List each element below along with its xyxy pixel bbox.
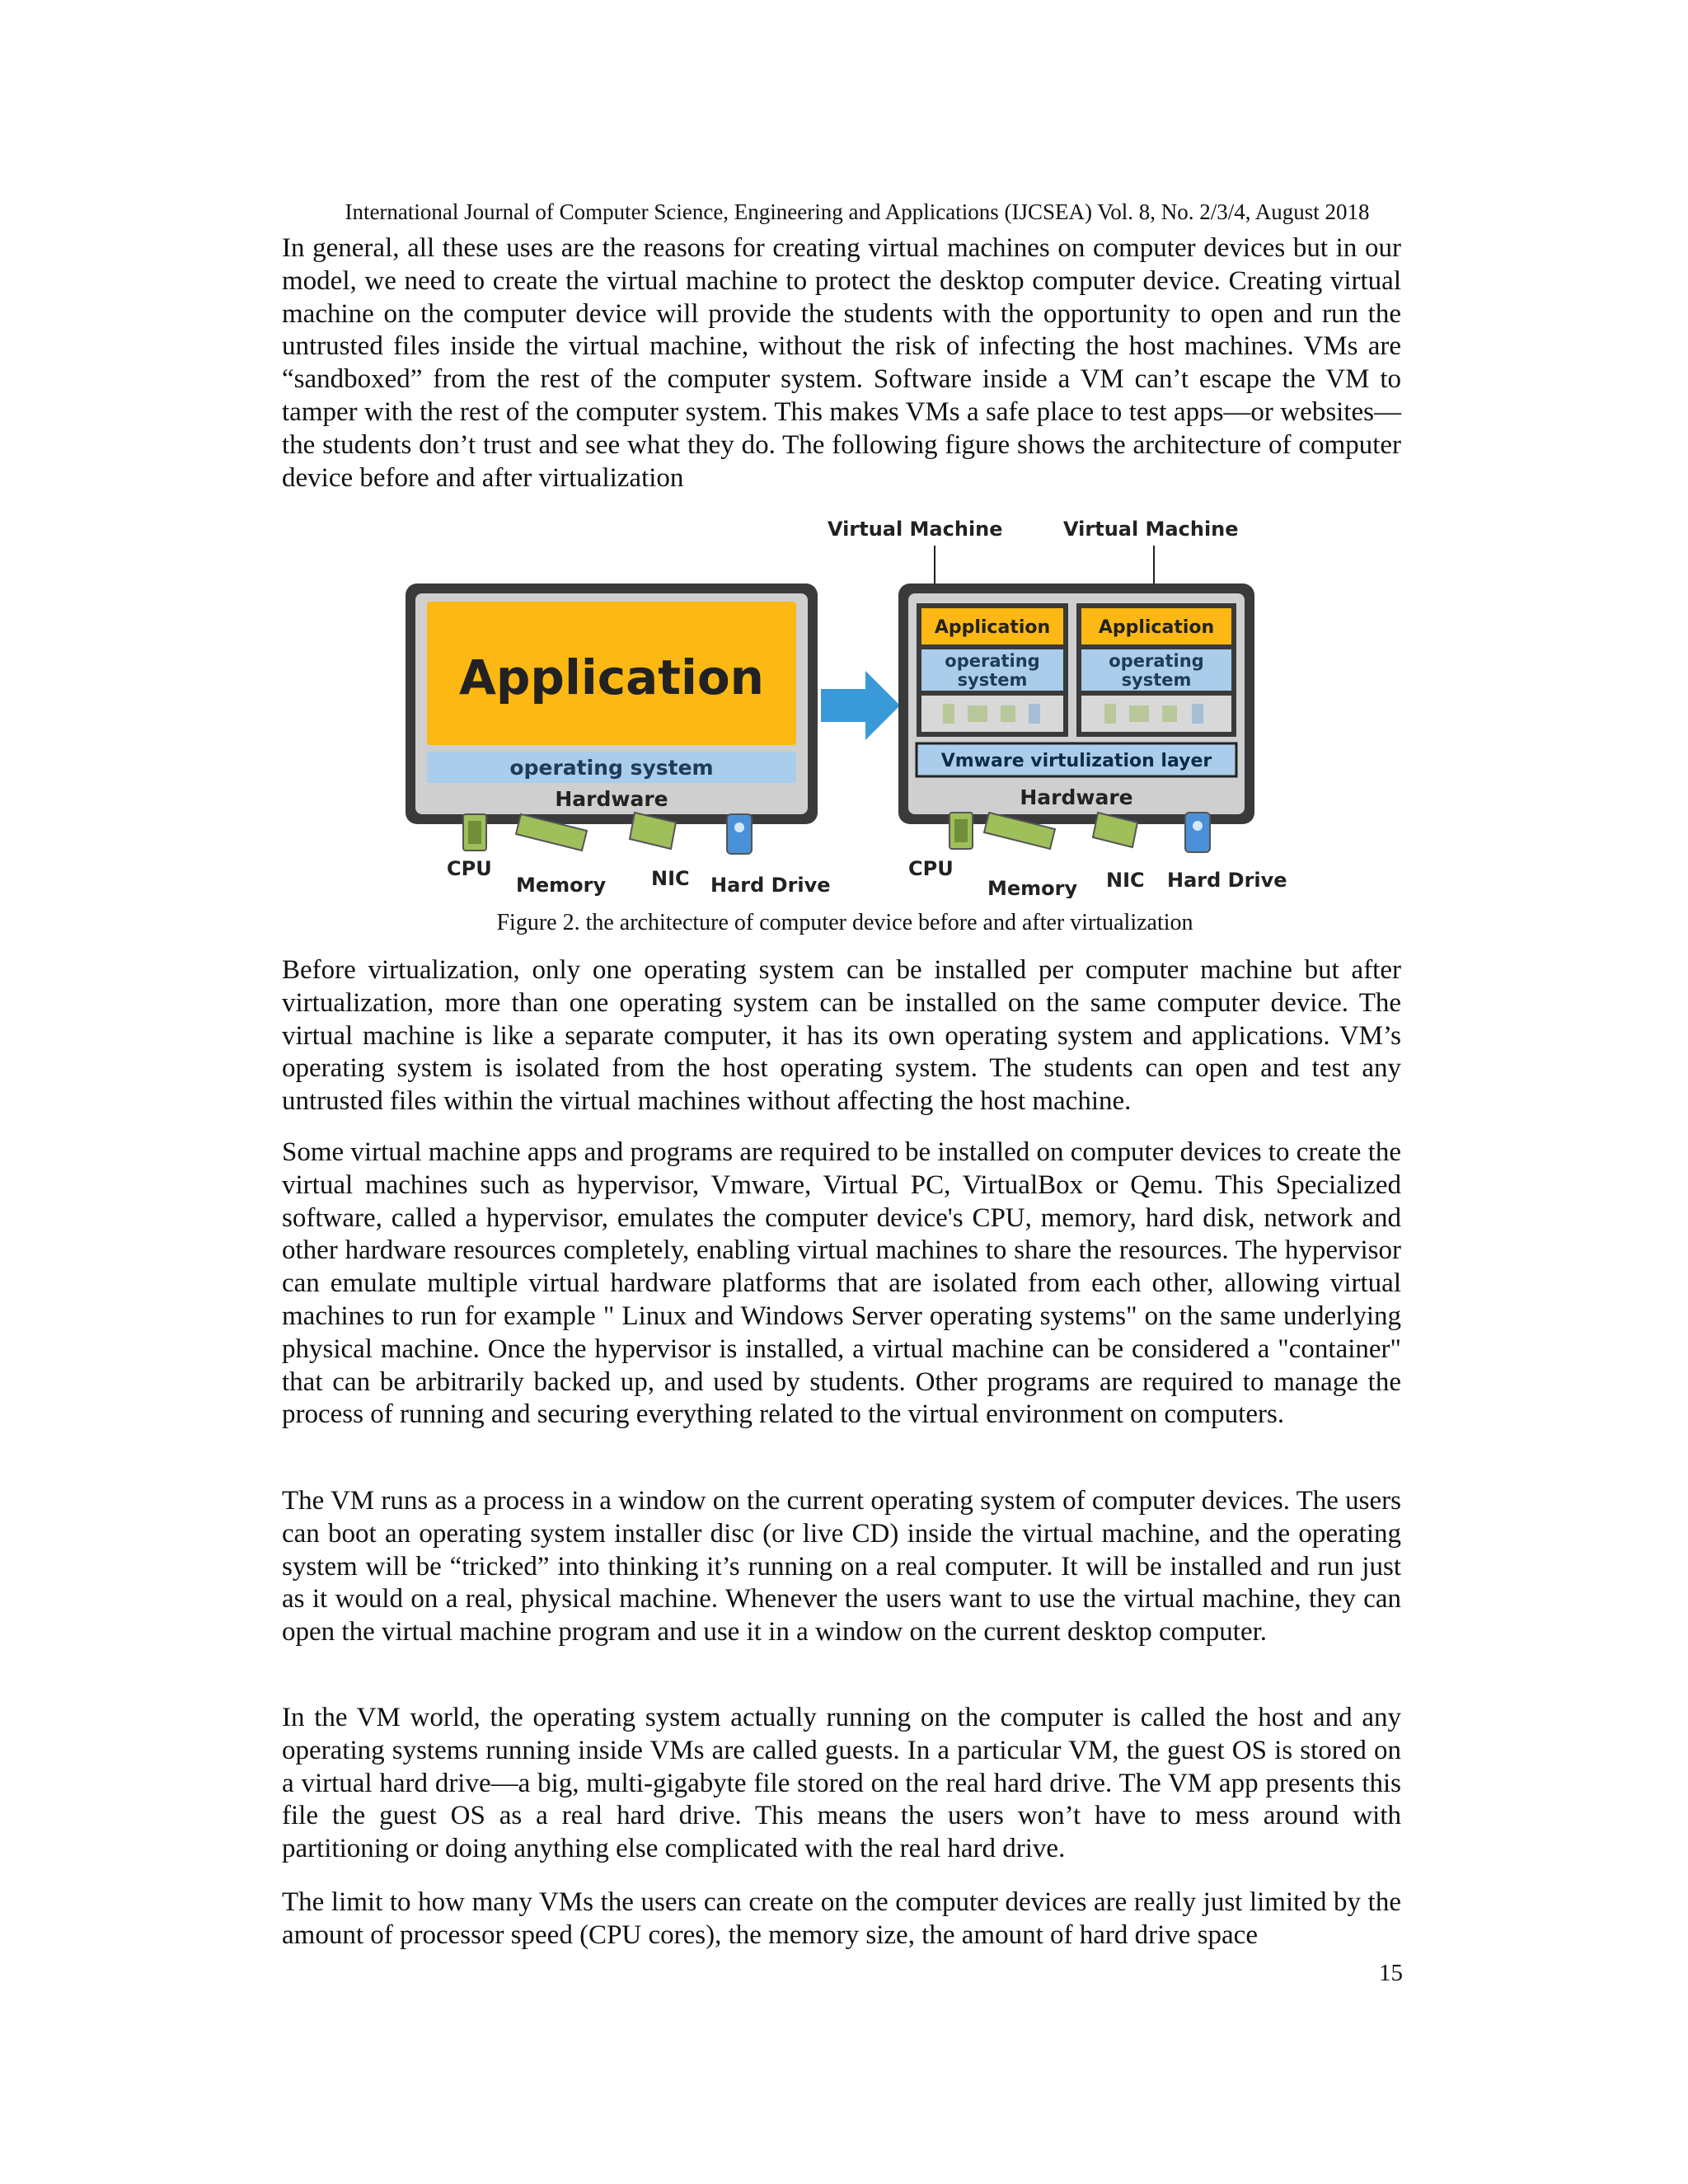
vm2-os-line1: operating <box>1109 651 1204 671</box>
page-number: 15 <box>1379 1960 1403 1986</box>
vm-label-2: Virtual Machine <box>1063 518 1239 541</box>
paragraph-2: Before virtualization, only one operating system can be installed per computer machine but after virtualization, more than one operating system can be installed on the same computer device. The virtual machine is like a separate computer, it has its own operating system and applications. VM’s operating system is isolated from the host operating system. The students can open and test any untrusted files within the virtual machines without affecting the host machine. <box>282 955 1401 1117</box>
after-cpu-icon <box>950 813 973 849</box>
before-machine <box>406 583 831 897</box>
before-application-label: Application <box>459 649 764 705</box>
after-cpu-label: CPU <box>908 857 954 880</box>
vm2-os-line2: system <box>1121 670 1192 690</box>
transition-arrow <box>821 671 900 740</box>
paragraph-3: Some virtual machine apps and programs are required to be installed on computer devices to create the virtual machines such as hypervisor, Vmware, Virtual PC, VirtualBox or Qemu. This Specialized software, called a hypervisor, emulates the computer device's CPU, memory, hard disk, network and other hardware resources completely, enabling virtual machines to share the resources. The hypervisor can emulate multiple virtual hardware platforms that are isolated from each other, allowing virtual machines to run for example " Linux and Windows Server operating systems" on the same underlying physical machine. Once the hypervisor is installed, a virtual machine can be considered a "container" that can be arbitrarily backed up, and used by students. Other programs are required to manage the process of running and securing everything related to the virtual environment on computers. <box>282 1137 1402 1430</box>
running-header: International Journal of Computer Science, Engineering and Applications (IJCSEA) Vol. 8, No. 2/3/4, August 2018 <box>345 199 1370 224</box>
vm2-virtual-hardware <box>1081 696 1231 732</box>
virtualization-layer-label: Vmware virtulization layer <box>940 751 1212 771</box>
paragraph-1: In general, all these uses are the reasons for creating virtual machines on computer devices but in our model, we need to create the virtual machine to protect the desktop computer device. Creating virtual machine on the computer device will provide the students with the opportunity to open and run the untrusted files inside the virtual machine, without the risk of infecting the host machines. VMs are “sandboxed” from the rest of the computer system. Software inside a VM can’t escape the VM to tamper with the rest of the computer system. This makes VMs a safe place to test apps—or websites—the students don’t trust and see what they do. The following figure shows the architecture of computer device before and after virtualization <box>282 233 1401 493</box>
after-memory-label: Memory <box>987 877 1078 898</box>
before-cpu-icon <box>463 814 486 851</box>
before-memory-label: Memory <box>516 874 607 897</box>
paragraph-4: The VM runs as a process in a window on the current operating system of computer devices. The users can boot an operating system installer disc (or live CD) inside the virtual machine, and the operating system will be “tricked” into thinking it’s running on a real computer. It will be installed and run just as it would on a real, physical machine. Whenever the users want to use the virtual machine, they can open the virtual machine program and use it in a window on the current desktop computer. <box>282 1486 1401 1647</box>
vm1-os-line2: system <box>957 670 1028 690</box>
after-hard-drive-icon <box>1185 813 1210 852</box>
paragraph-6: The limit to how many VMs the users can create on the computer devices are really just limited by the amount of processor speed (CPU cores), the memory size, the amount of hard drive space <box>282 1887 1401 1950</box>
after-nic-label: NIC <box>1106 869 1145 892</box>
vm1-os-line1: operating <box>945 651 1040 671</box>
vm1-application-label: Application <box>934 617 1051 638</box>
before-hard-drive-icon <box>727 814 752 854</box>
figure-caption: Figure 2. the architecture of computer device before and after virtualization <box>496 910 1193 935</box>
paragraph-5: In the VM world, the operating system actually running on the computer is called the host and any operating systems running inside VMs are called guests. In a particular VM, the guest OS is stored on a virtual hard drive—a big, multi-gigabyte file stored on the real hard drive. The VM app presents this file the guest OS as a real hard drive. This means the users won’t have to mess around with partitioning or doing anything else complicated with the real hard drive. <box>282 1703 1401 1864</box>
before-cpu-label: CPU <box>447 857 492 880</box>
figure-virtualization-architecture <box>396 511 1319 898</box>
before-hard-drive-label: Hard Drive <box>710 874 831 897</box>
vm1-virtual-hardware <box>921 696 1063 732</box>
vm2-application-label: Application <box>1098 617 1215 638</box>
after-hardware-label: Hardware <box>1020 785 1133 809</box>
before-hardware-label: Hardware <box>555 787 668 811</box>
before-nic-label: NIC <box>651 867 690 890</box>
vm-label-1: Virtual Machine <box>828 518 1003 541</box>
after-hard-drive-label: Hard Drive <box>1167 869 1287 892</box>
before-os-label: operating system <box>509 756 714 780</box>
